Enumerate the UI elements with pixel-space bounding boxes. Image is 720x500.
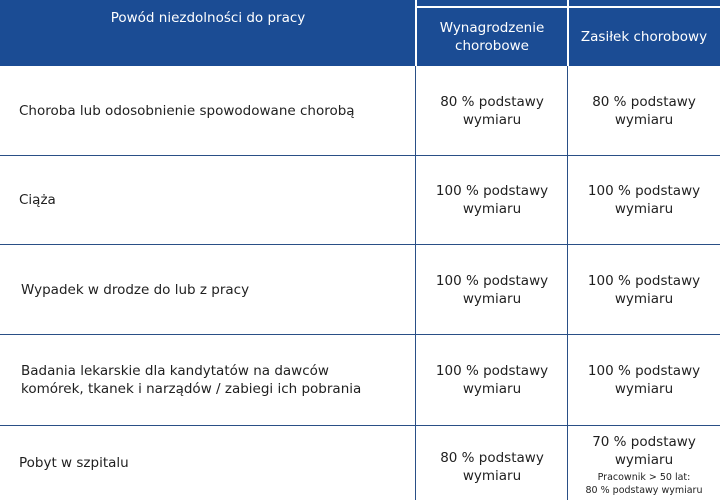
row-wynagrodzenie: 80 % podstawy wymiaru	[440, 93, 544, 128]
zasilek-value: 80 % podstawy wymiaru	[592, 93, 696, 128]
row-reason: Ciąża	[19, 192, 56, 208]
row-reason: Badania lekarskie dla kandytatów na dawców komórek, tkanek i narządów / zabiegi ich pobrania	[21, 363, 362, 397]
table-row	[0, 335, 720, 425]
table-row	[0, 426, 720, 500]
zasilek-note: 80 % podstawy wymiaru	[585, 485, 703, 496]
row-zasilek	[568, 426, 720, 500]
row-reason: Choroba lub odosobnienie spowodowane chorobą	[19, 102, 355, 119]
table-row	[0, 245, 720, 334]
row-wynagrodzenie: 80 % podstawy wymiaru	[440, 450, 544, 484]
zasilek-value: 100 % podstawy wymiaru	[587, 183, 701, 217]
header-zasilek: Zasiłek chorobowy	[580, 29, 708, 45]
row-zasilek	[568, 245, 720, 334]
row-zasilek	[568, 335, 720, 425]
row-zasilek	[568, 66, 720, 155]
row-reason: Wypadek w drodze do lub z pracy	[21, 281, 250, 298]
row-wynagrodzenie: 100 % podstawy wymiaru	[435, 183, 549, 217]
column-divider	[567, 66, 568, 500]
zasilek-note: Pracownik > 50 lat:	[597, 472, 691, 483]
row-wynagrodzenie: 100 % podstawy wymiaru	[435, 272, 549, 307]
column-divider	[415, 66, 416, 500]
table-header	[0, 0, 720, 66]
zasilek-value: 100 % podstawy wymiaru	[587, 363, 701, 397]
table-row	[0, 156, 720, 244]
zasilek-value: 70 % podstawy wymiaru	[592, 434, 696, 468]
row-wynagrodzenie: 100 % podstawy wymiaru	[435, 363, 549, 397]
row-reason: Pobyt w szpitalu	[19, 455, 129, 471]
header-reason: Powód niezdolności do pracy	[110, 10, 306, 26]
row-zasilek	[568, 156, 720, 244]
zasilek-value: 100 % podstawy wymiaru	[587, 272, 701, 307]
header-wynagrodzenie: Wynagrodzenie chorobowe	[439, 20, 545, 54]
table-row	[0, 66, 720, 155]
